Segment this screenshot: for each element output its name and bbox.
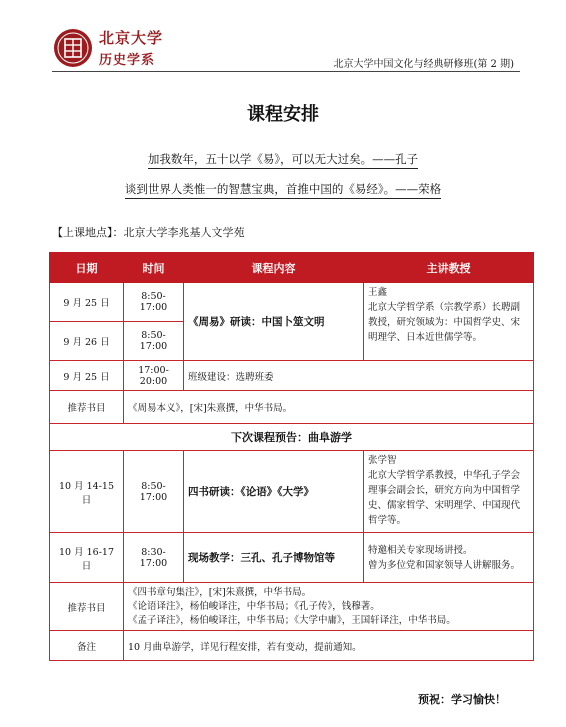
table-row [50,583,534,631]
header-divider [52,71,520,72]
quote-confucius: 加我数年，五十以学《易》，可以无大过矣。——孔子 [0,151,566,167]
books-label-cell: 推荐书目 [50,391,124,424]
table-row [50,631,534,661]
remark-label-cell: 备注 [50,631,124,661]
table-row [50,451,534,533]
date-cell: 9 月 25 日 [50,361,124,391]
table-header-row [50,253,534,283]
header-course: 课程内容 [184,253,364,283]
header-time: 时间 [124,253,184,283]
class-location: 【上课地点】：北京大学李兆基人文学苑 [52,226,245,239]
books-cell: 《周易本义》，[宋]朱熹撰，中华书局。 [124,391,534,424]
page-title: 课程安排 [247,104,319,125]
logo-university-name: 北京大学 [99,29,164,47]
remark-cell: 10 月曲阜游学，详见行程安排，若有变动，提前通知。 [124,631,534,661]
time-cell: 8:50-17:00 [124,283,184,322]
time-cell: 8:50-17:00 [124,322,184,361]
date-cell: 10 月 16-17 日 [50,533,124,583]
schedule-table [49,252,534,661]
books-cell: 《四书章句集注》，[宋]朱熹撰，中华书局。 《论语译注》，杨伯峻译注，中华书局；《孔子传》，钱穆著。 《孟子译注》，杨伯峻译注，中华书局；《大学中庸》，王国轩译注，中华书局。 [124,583,534,631]
logo-department-name: 历史学系 [99,53,156,68]
time-cell: 8:30-17:00 [124,533,184,583]
program-name: 北京大学中国文化与经典研修班(第 2 期) [333,59,514,70]
course-cell: 现场教学：三孔、孔子博物馆等 [184,533,364,583]
course-cell: 四书研读：《论语》《大学》 [184,451,364,533]
quote-jung: 谈到世界人类惟一的智慧宝典，首推中国的《易经》。——荣格 [0,181,566,197]
teacher-cell: 张学智 北京大学哲学系教授，中华孔子学会理事会副会长，研究方向为中国哲学史、儒家哲学、宋明理学、中国现代哲学等。 [364,451,534,533]
table-row [50,361,534,391]
university-seal-icon [53,28,93,68]
books-label-cell: 推荐书目 [50,583,124,631]
footer-wish: 预祝：学习愉快！ [418,693,506,706]
header-teacher: 主讲教授 [364,253,534,283]
date-cell: 9 月 26 日 [50,322,124,361]
teacher-cell: 特邀相关专家现场讲授。 曾为多位党和国家领导人讲解服务。 [364,533,534,583]
date-cell: 10 月 14-15 日 [50,451,124,533]
time-cell: 17:00-20:00 [124,361,184,391]
table-row [50,533,534,583]
header-date: 日期 [50,253,124,283]
table-row [50,283,534,322]
table-row [50,391,534,424]
course-cell: 班级建设：选聘班委 [184,361,534,391]
next-course-preview: 下次课程预告：曲阜游学 [50,424,534,451]
date-cell: 9 月 25 日 [50,283,124,322]
department-logo [53,25,173,73]
section-row [50,424,534,451]
teacher-cell: 王鑫 北京大学哲学系（宗教学系）长聘副教授，研究领域为：中国哲学史、宋明理学、日本近世儒学等。 [364,283,534,361]
time-cell: 8:50-17:00 [124,451,184,533]
course-cell: 《周易》研读：中国卜筮文明 [184,283,364,361]
